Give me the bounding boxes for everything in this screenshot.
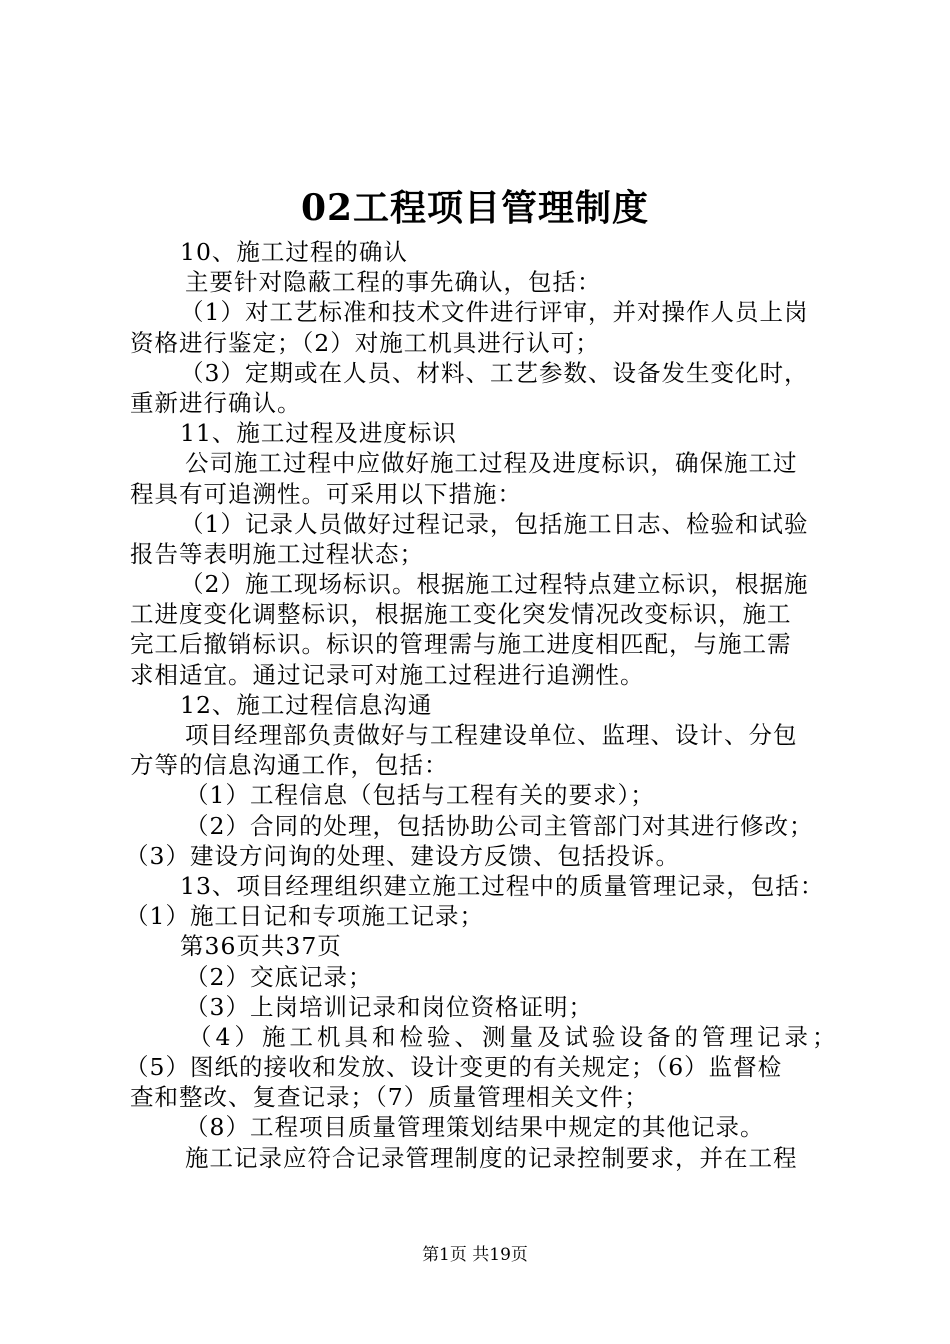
paragraph-line: 程具有可追溯性。可采用以下措施： <box>130 479 522 508</box>
page-footer: 第1页 共19页 <box>422 1245 528 1265</box>
section-heading-13: 13、项目经理组织建立施工过程中的质量管理记录，包括： <box>180 871 825 900</box>
paragraph-line: （1）记录人员做好过程记录，包括施工日志、检验和试验 <box>180 509 809 538</box>
paragraph-line: 方等的信息沟通工作，包括： <box>130 751 449 780</box>
paragraph-line: 施工记录应符合记录管理制度的记录控制要求，并在工程 <box>185 1143 798 1172</box>
paragraph-line: （1）施工日记和专项施工记录； <box>125 902 484 931</box>
paragraph-line: 报告等表明施工过程状态； <box>130 539 424 568</box>
paragraph-line: （5）图纸的接收和发放、设计变更的有关规定；（6）监督检 <box>125 1053 783 1082</box>
section-heading-11: 11、施工过程及进度标识 <box>180 419 457 448</box>
section-heading-12: 12、施工过程信息沟通 <box>180 690 433 719</box>
paragraph-line: 求相适宜。通过记录可对施工过程进行追溯性。 <box>130 660 645 689</box>
section-heading-10: 10、施工过程的确认 <box>180 238 408 266</box>
document-title: 02工程项目管理制度 <box>300 187 650 229</box>
paragraph-line: （1）工程信息（包括与工程有关的要求）； <box>185 781 655 810</box>
paragraph-line: （2）施工现场标识。根据施工过程特点建立标识，根据施 <box>180 570 809 599</box>
paragraph-line: 完工后撤销标识。标识的管理需与施工进度相匹配，与施工需 <box>130 630 792 659</box>
paragraph-line: 主要针对隐蔽工程的事先确认，包括： <box>185 268 602 297</box>
paragraph-line: 查和整改、复查记录；（7）质量管理相关文件； <box>130 1083 649 1112</box>
paragraph-line: 重新进行确认。 <box>130 388 302 417</box>
paragraph-line: （2）合同的处理，包括协助公司主管部门对其进行修改； <box>185 811 814 840</box>
paragraph-line: （2）交底记录； <box>185 962 373 991</box>
paragraph-line: （3）上岗培训记录和岗位资格证明； <box>185 992 593 1021</box>
paragraph-line: （4）施工机具和检验、测量及试验设备的管理记录； <box>188 1022 840 1051</box>
document-body <box>125 237 845 1173</box>
paragraph-line: 工进度变化调整标识，根据施工变化突发情况改变标识，施工 <box>130 600 792 629</box>
paragraph-line: 项目经理部负责做好与工程建设单位、监理、设计、分包 <box>185 721 798 749</box>
paragraph-line: （1）对工艺标准和技术文件进行评审，并对操作人员上岗 <box>180 298 809 327</box>
paragraph-line: （8）工程项目质量管理策划结果中规定的其他记录。 <box>185 1113 765 1142</box>
paragraph-line: 资格进行鉴定；（2）对施工机具进行认可； <box>130 328 600 357</box>
inline-page-marker: 第36页共37页 <box>180 932 342 961</box>
paragraph-line: （3）定期或在人员、材料、工艺参数、设备发生变化时， <box>180 358 809 387</box>
paragraph-line: 公司施工过程中应做好施工过程及进度标识，确保施工过 <box>185 449 798 478</box>
paragraph-line: （3）建设方问询的处理、建设方反馈、包括投诉。 <box>125 841 680 870</box>
